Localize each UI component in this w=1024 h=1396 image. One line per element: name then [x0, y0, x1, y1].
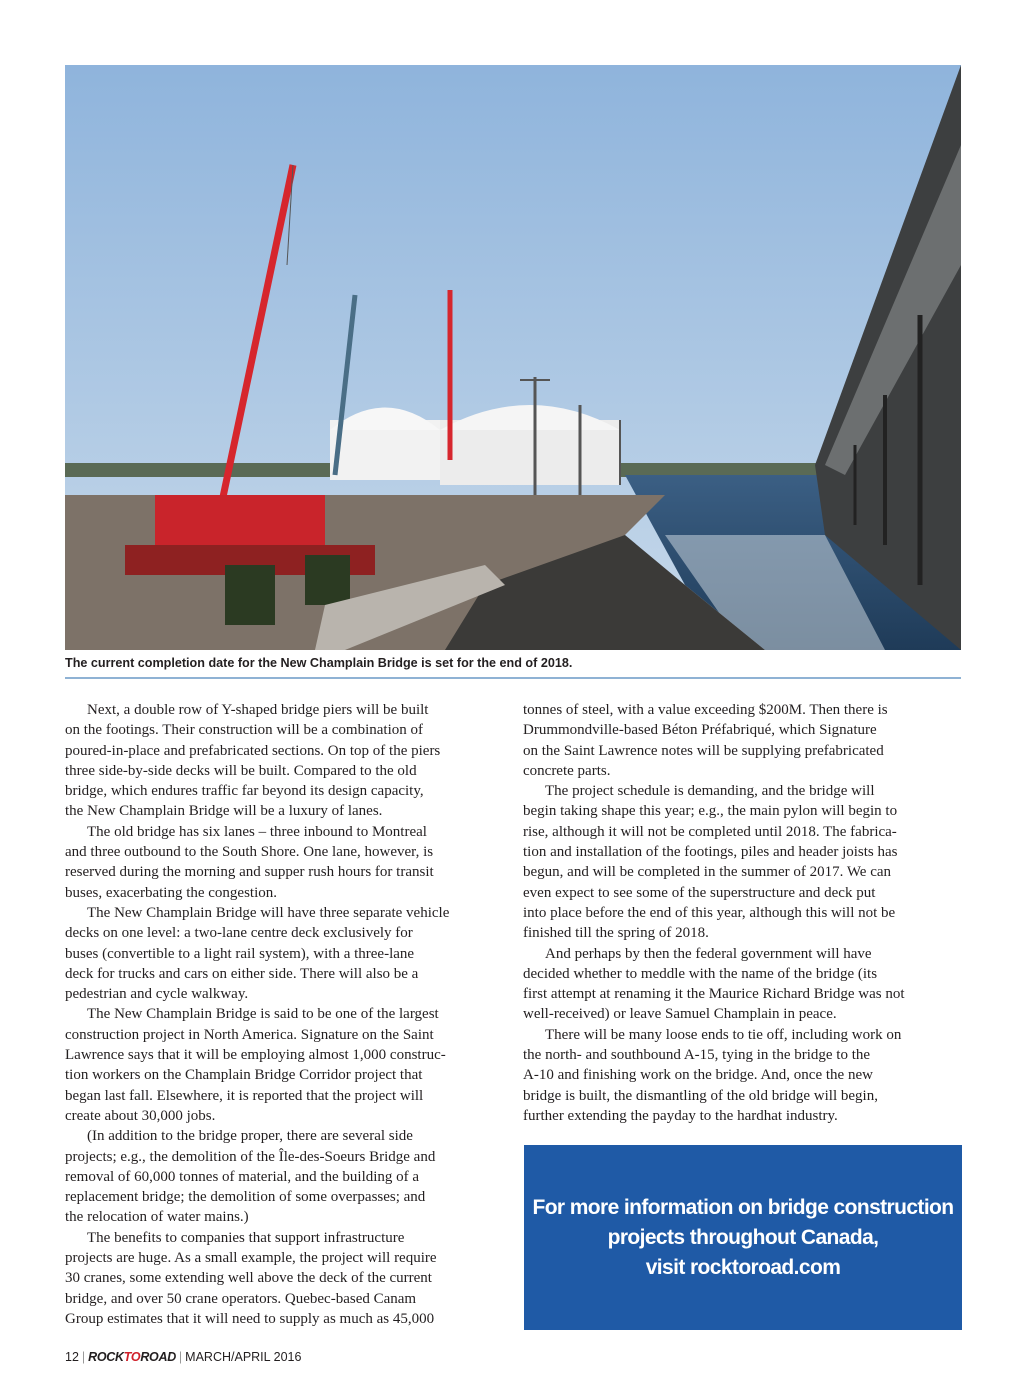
text-line: bridge is built, the dismantling of the old bridge will begin,: [523, 1087, 878, 1104]
text-line: decided whether to meddle with the name of the bridge (its: [523, 965, 878, 982]
text-line: the New Champlain Bridge will be a luxury of lanes.: [65, 803, 383, 820]
text-line: and three outbound to the South Shore. One lane, however, is: [65, 844, 434, 861]
text-line: concrete parts.: [523, 762, 611, 779]
more-info-callout[interactable]: [524, 1145, 962, 1330]
text-line: bridge, and over 50 crane operators. Quebec-based Canam: [65, 1290, 417, 1307]
text-line: pedestrian and cycle walkway.: [65, 986, 249, 1003]
text-line: A-10 and finishing work on the bridge. And, once the new: [523, 1067, 873, 1084]
text-line: on the Saint Lawrence notes will be supplying prefabricated: [523, 742, 884, 759]
text-line: Drummondville-based Béton Préfabriqué, which Signature: [523, 722, 877, 739]
photo-caption: The current completion date for the New Champlain Bridge is set for the end of 2018.: [65, 656, 573, 670]
text-line: removal of 60,000 tonnes of material, and the building of a: [65, 1168, 420, 1185]
text-line: begun, and will be completed in the summer of 2017. We can: [523, 864, 892, 881]
issue-date: MARCH/APRIL 2016: [185, 1350, 302, 1364]
text-line: on the footings. Their construction will be a combination of: [65, 722, 423, 739]
article-left-column: [65, 700, 521, 1329]
text-line: tion workers on the Champlain Bridge Corridor project that: [65, 1067, 423, 1084]
text-line: buses, exacerbating the congestion.: [65, 884, 278, 901]
text-line: well-received) or leave Samuel Champlain in peace.: [523, 1006, 837, 1023]
text-line: even expect to see some of the superstructure and deck put: [523, 884, 876, 901]
footer-separator: |: [178, 1350, 183, 1364]
text-line: construction project in North America. Signature on the Saint: [65, 1026, 434, 1043]
text-line: poured-in-place and prefabricated sections. On top of the piers: [65, 742, 441, 759]
text-line: began last fall. Elsewhere, it is reported that the project will: [65, 1087, 424, 1104]
text-line: (In addition to the bridge proper, there are several side: [87, 1128, 413, 1145]
text-line: the north- and southbound A-15, tying in the bridge to the: [523, 1047, 871, 1064]
text-line: decks on one level: a two-lane centre deck exclusively for: [65, 925, 413, 942]
text-line: into place before the end of this year, although this will not be: [523, 904, 896, 921]
text-line: tonnes of steel, with a value exceeding $200M. Then there is: [523, 702, 888, 718]
page-number: 12: [65, 1350, 79, 1364]
text-line: tion and installation of the footings, piles and header joists has: [523, 844, 898, 861]
callout-line: projects throughout Canada,: [607, 1225, 879, 1249]
text-line: 30 cranes, some extending well above the deck of the current: [65, 1270, 432, 1287]
text-line: reserved during the morning and supper rush hours for transit: [65, 864, 434, 881]
text-line: three side-by-side decks will be built. Compared to the old: [65, 762, 417, 779]
text-line: The old bridge has six lanes – three inbound to Montreal: [87, 823, 427, 840]
text-line: rise, although it will not be completed until 2018. The fabrica-: [523, 823, 897, 840]
text-line: create about 30,000 jobs.: [65, 1107, 216, 1124]
callout-link[interactable]: visit rocktoroad.com: [645, 1255, 841, 1279]
text-line: The benefits to companies that support infrastructure: [87, 1229, 405, 1246]
text-line: further extending the payday to the hardhat industry.: [523, 1107, 838, 1124]
text-line: And perhaps by then the federal government will have: [545, 945, 872, 962]
text-line: Next, a double row of Y-shaped bridge piers will be built: [87, 702, 429, 718]
caption-divider: [65, 677, 961, 679]
photo-illustration: [65, 65, 961, 650]
footer-separator: |: [81, 1350, 86, 1364]
page-footer: [65, 1350, 301, 1364]
text-line: There will be many loose ends to tie off, including work on: [545, 1026, 902, 1043]
text-line: replacement bridge; the demolition of some overpasses; and: [65, 1189, 426, 1206]
text-line: bridge, which endures traffic far beyond its design capacity,: [65, 783, 424, 800]
text-line: buses (convertible to a light rail system), with a three-lane: [65, 945, 415, 962]
text-line: first attempt at renaming it the Maurice Richard Bridge was not: [523, 986, 905, 1003]
magazine-logo: ROCKTOROAD: [88, 1350, 176, 1364]
text-line: The New Champlain Bridge is said to be one of the largest: [87, 1006, 439, 1023]
bridge-construction-photo: [65, 65, 961, 650]
text-line: begin taking shape this year; e.g., the main pylon will begin to: [523, 803, 898, 820]
article-right-column: [523, 700, 965, 1126]
text-line: The New Champlain Bridge will have three separate vehicle: [87, 904, 450, 921]
text-line: deck for trucks and cars on either side. There will also be a: [65, 965, 419, 982]
text-line: The project schedule is demanding, and the bridge will: [545, 783, 875, 800]
text-line: Group estimates that it will need to supply as much as 45,000: [65, 1310, 435, 1327]
text-line: Lawrence says that it will be employing almost 1,000 construc-: [65, 1047, 446, 1064]
text-line: the relocation of water mains.): [65, 1209, 249, 1226]
text-line: finished till the spring of 2018.: [523, 925, 709, 942]
callout-line: For more information on bridge construction: [532, 1195, 954, 1219]
text-line: projects; e.g., the demolition of the Île-des-Soeurs Bridge and: [65, 1148, 436, 1165]
text-line: projects are huge. As a small example, the project will require: [65, 1250, 437, 1267]
